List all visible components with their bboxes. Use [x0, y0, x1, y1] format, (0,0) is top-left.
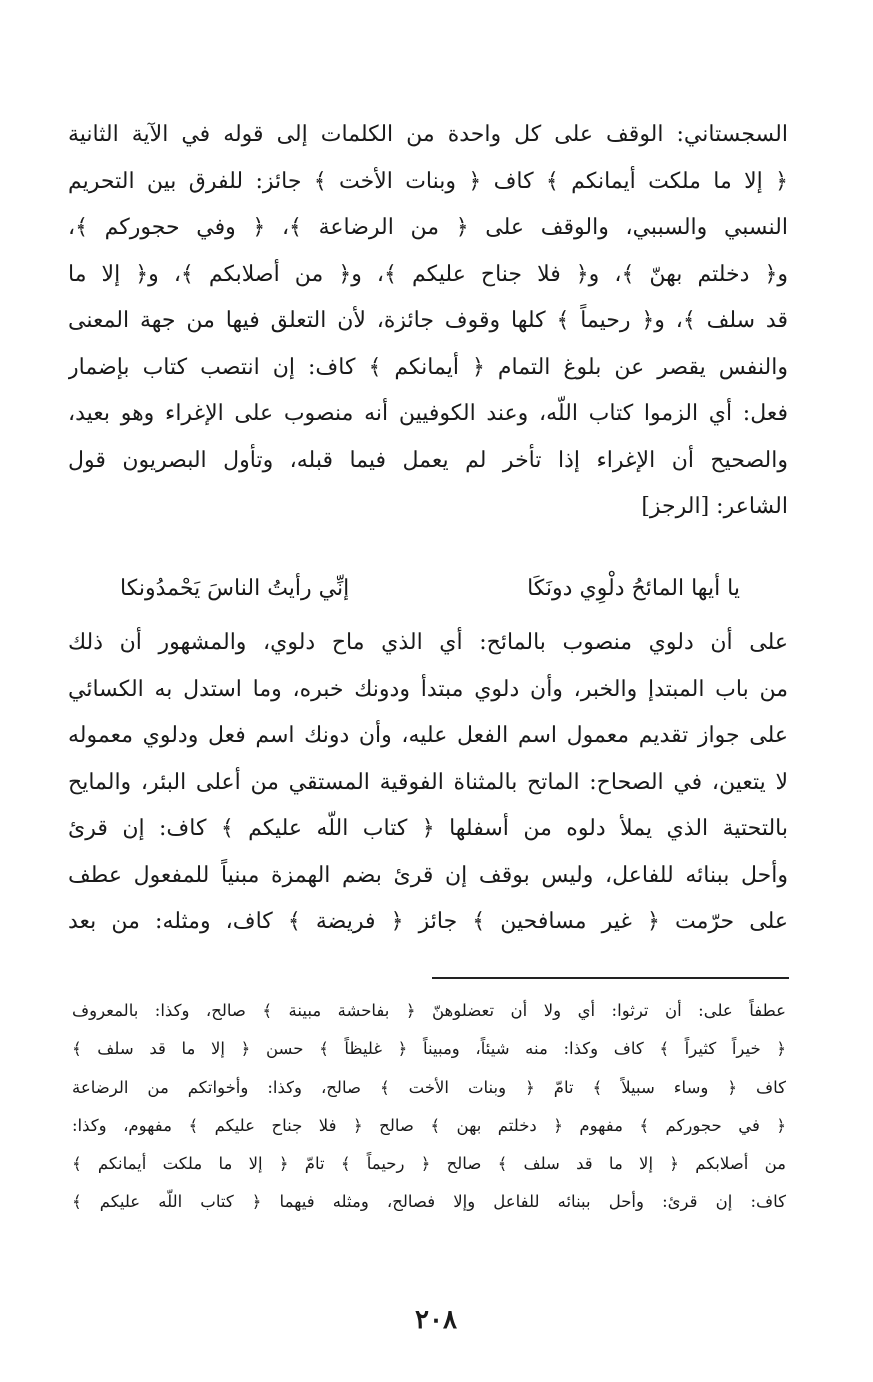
body-line: قد سلف ﴾، و﴿ رحيماً ﴾ كلها وقوف جائزة، لأن التعلق فيها من جهة المعنى: [68, 308, 788, 333]
verse-second-hemistich: إنِّي رأيتُ الناسَ يَحْمدُونكا: [120, 576, 350, 601]
body-line: السجستاني: الوقف على كل واحدة من الكلمات إلى قوله في الآية الثانية: [68, 122, 788, 147]
poetry-verse: [120, 565, 740, 613]
footnote-line: عطفاً على: أن ترثوا: أي ولا أن تعضلوهنّ ﴿ بفاحشة مبينة ﴾ صالح، وكذا: بالمعروف: [72, 1001, 786, 1020]
body-line: والصحيح أن الإغراء إذا تأخر لم يعمل فيما قبله، وتأول البصريون قول: [68, 447, 788, 473]
body-line: ﴿ إلا ما ملكت أيمانكم ﴾ كاف ﴿ وبنات الأخت ﴾ جائز: للفرق بين التحريم: [68, 168, 788, 194]
verse-first-hemistich: يا أيها المائحُ دلْوِي دونَكَا: [527, 576, 740, 601]
body-line: و﴿ دخلتم بهنّ ﴾، و﴿ فلا جناح عليكم ﴾، و﴿ من أصلابكم ﴾، و﴿ إلا ما: [68, 261, 788, 287]
page-number: ٢٠٨: [415, 1305, 457, 1335]
body-line: على جواز تقديم معمول اسم الفعل عليه، وأن دونك اسم فعل ودلوي معموله: [68, 723, 788, 748]
footnote-line: ﴿ في حجوركم ﴾ مفهوم ﴿ دخلتم بهن ﴾ صالح ﴿ فلا جناح عليكم ﴾ مفهوم، وكذا:: [72, 1115, 786, 1135]
main-paragraph-2: [68, 620, 788, 946]
body-line: فعل: أي الزموا كتاب اللّه، وعند الكوفيين أنه منصوب على الإغراء وهو بعيد،: [68, 401, 788, 426]
footnote-line: كاف: إن قرئ: وأحل ببنائه للفاعل وإلا فصالح، ومثله فيهما ﴿ كتاب اللّه عليكم ﴾: [72, 1192, 786, 1212]
footnotes: [72, 992, 786, 1222]
footnote-line: من أصلابكم ﴿ إلا ما قد سلف ﴾ صالح ﴿ رحيماً ﴾ تامّ ﴿ إلا ما ملكت أيمانكم ﴾: [72, 1154, 786, 1174]
main-paragraph-1: [68, 112, 788, 531]
body-line: بالتحتية الذي يملأ دلوه من أسفلها ﴿ كتاب اللّه عليكم ﴾ كاف: إن قرئ: [68, 816, 788, 841]
body-line: على حرّمت ﴿ غير مسافحين ﴾ جائز ﴿ فريضة ﴾ كاف، ومثله: من بعد: [68, 909, 788, 934]
body-line: الشاعر: [الرجز]: [641, 494, 788, 519]
body-line: على أن دلوي منصوب بالمائح: أي الذي ماح دلوي، والمشهور أن ذلك: [68, 630, 788, 655]
body-line: وأحل ببنائه للفاعل، وليس بوقف إن قرئ بضم الهمزة مبنياً للمفعول عطف: [68, 862, 788, 888]
body-line: لا يتعين، في الصحاح: الماتح بالمثناة الفوقية المستقي من أعلى البئر، والمايح: [68, 769, 788, 795]
body-line: النسبي والسببي، والوقف على ﴿ من الرضاعة ﴾، ﴿ وفي حجوركم ﴾،: [68, 215, 788, 240]
footnote-line: ﴿ خيراً كثيراً ﴾ كاف وكذا: منه شيئاً، ومبيناً ﴿ غليظاً ﴾ حسن ﴿ إلا ما قد سلف ﴾: [72, 1039, 786, 1059]
body-line: والنفس يقصر عن بلوغ التمام ﴿ أيمانكم ﴾ كاف: إن انتصب كتاب بإضمار: [68, 354, 788, 380]
footnote-separator: [432, 977, 789, 979]
footnote-line: كاف ﴿ وساء سبيلاً ﴾ تامّ ﴿ وبنات الأخت ﴾ صالح، وكذا: وأخواتكم من الرضاعة: [72, 1077, 786, 1097]
body-line: من باب المبتدإ والخبر، وأن دلوي مبتدأ ودونك خبره، وما استدل به الكسائي: [68, 676, 788, 702]
